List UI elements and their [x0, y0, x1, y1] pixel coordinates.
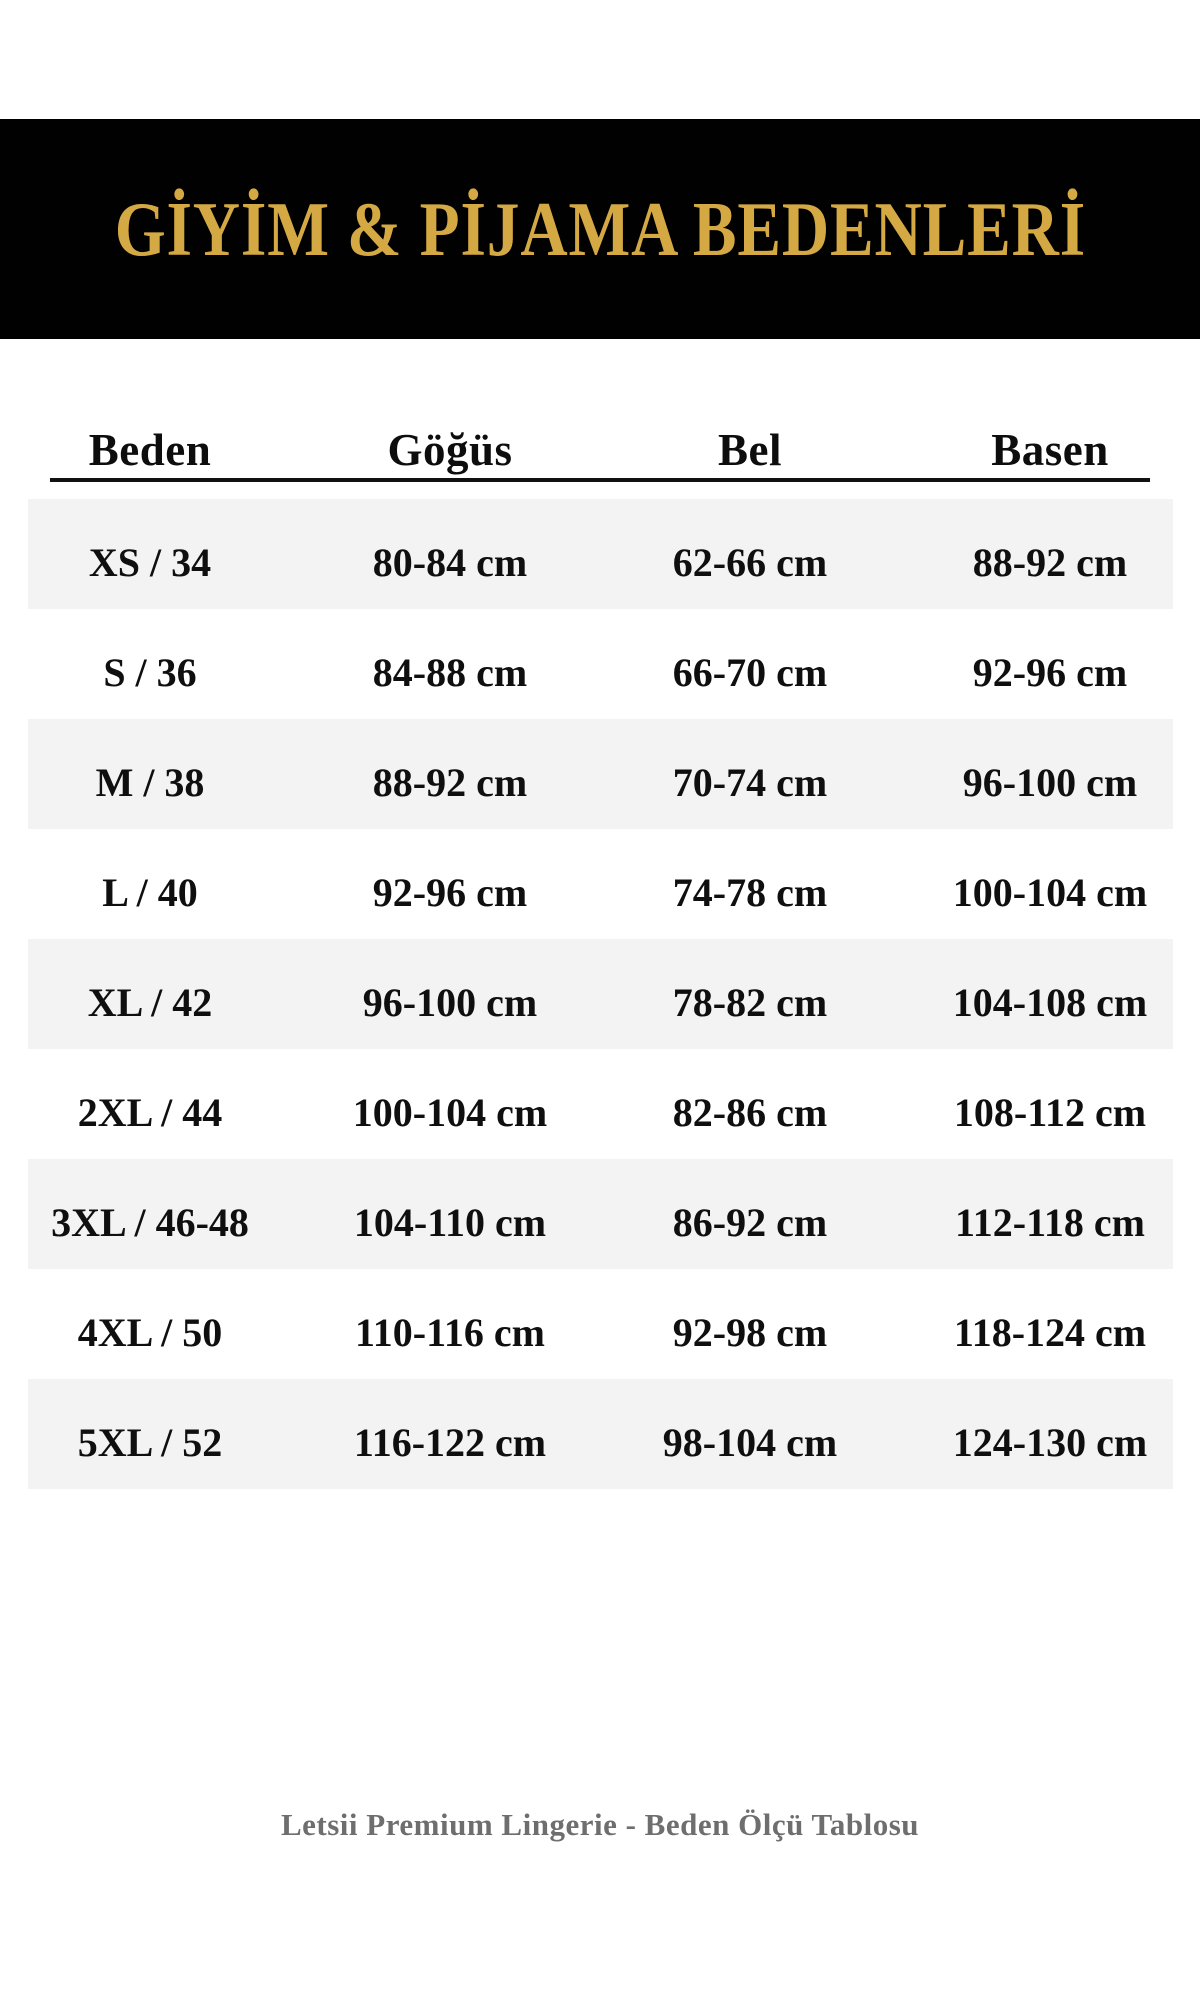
table-row	[0, 1159, 1200, 1269]
chest-cell: 80-84 cm	[372, 539, 528, 585]
header-cell-waist: Bel	[718, 425, 782, 475]
table-row	[0, 939, 1200, 1049]
hips-cell: 104-108 cm	[952, 979, 1148, 1025]
hips-cell: 92-96 cm	[972, 649, 1128, 695]
hips-cell: 118-124 cm	[953, 1309, 1147, 1355]
table-row	[0, 1049, 1200, 1159]
size-table-body	[0, 499, 1200, 1489]
waist-cell: 78-82 cm	[672, 979, 828, 1025]
hips-cell: 108-112 cm	[953, 1089, 1147, 1135]
header-cell-hips: Basen	[991, 425, 1109, 475]
size-cell: 4XL / 50	[77, 1309, 223, 1355]
size-cell: M / 38	[95, 759, 205, 805]
table-row	[0, 609, 1200, 719]
hips-cell: 112-118 cm	[955, 1199, 1145, 1245]
chest-cell: 116-122 cm	[353, 1419, 547, 1465]
waist-cell: 70-74 cm	[672, 759, 828, 805]
footer-caption: Letsii Premium Lingerie - Beden Ölçü Tablosu	[280, 1807, 920, 1842]
header-cell-size: Beden	[88, 425, 212, 475]
waist-cell: 86-92 cm	[672, 1199, 828, 1245]
row-cells	[0, 609, 1200, 719]
row-cells	[0, 829, 1200, 939]
header-divider	[50, 478, 1150, 482]
row-cells	[0, 1159, 1200, 1269]
chest-cell: 104-110 cm	[353, 1199, 547, 1245]
hips-cell: 124-130 cm	[952, 1419, 1148, 1465]
chest-cell: 84-88 cm	[372, 649, 528, 695]
row-cells	[0, 1269, 1200, 1379]
table-row	[0, 1269, 1200, 1379]
waist-cell: 62-66 cm	[672, 539, 828, 585]
chest-cell: 96-100 cm	[362, 979, 538, 1025]
hips-cell: 88-92 cm	[972, 539, 1128, 585]
waist-cell: 82-86 cm	[672, 1089, 828, 1135]
table-row	[0, 829, 1200, 939]
table-row	[0, 1379, 1200, 1489]
row-cells	[0, 499, 1200, 609]
waist-cell: 92-98 cm	[672, 1309, 828, 1355]
row-cells	[0, 719, 1200, 829]
size-cell: 5XL / 52	[77, 1419, 223, 1465]
row-cells	[0, 1379, 1200, 1489]
header-cell-chest: Göğüs	[387, 425, 513, 475]
size-cell: L / 40	[102, 869, 198, 915]
footer	[0, 1795, 1200, 1855]
size-cell: XS / 34	[88, 539, 212, 585]
hips-cell: 100-104 cm	[952, 869, 1148, 915]
table-row	[0, 499, 1200, 609]
waist-cell: 98-104 cm	[662, 1419, 838, 1465]
title-banner	[0, 119, 1200, 339]
waist-cell: 74-78 cm	[672, 869, 828, 915]
size-cell: S / 36	[103, 649, 197, 695]
chest-cell: 110-116 cm	[355, 1309, 545, 1355]
table-row	[0, 719, 1200, 829]
size-cell: 3XL / 46-48	[51, 1199, 249, 1245]
chest-cell: 88-92 cm	[372, 759, 528, 805]
row-cells	[0, 939, 1200, 1049]
row-cells	[0, 1049, 1200, 1159]
table-header-row	[0, 412, 1200, 488]
chest-cell: 92-96 cm	[372, 869, 528, 915]
hips-cell: 96-100 cm	[962, 759, 1138, 805]
waist-cell: 66-70 cm	[672, 649, 828, 695]
page-title: GİYİM & PİJAMA BEDENLERİ	[114, 185, 1086, 272]
size-cell: 2XL / 44	[77, 1089, 223, 1135]
size-cell: XL / 42	[87, 979, 213, 1025]
chest-cell: 100-104 cm	[352, 1089, 548, 1135]
